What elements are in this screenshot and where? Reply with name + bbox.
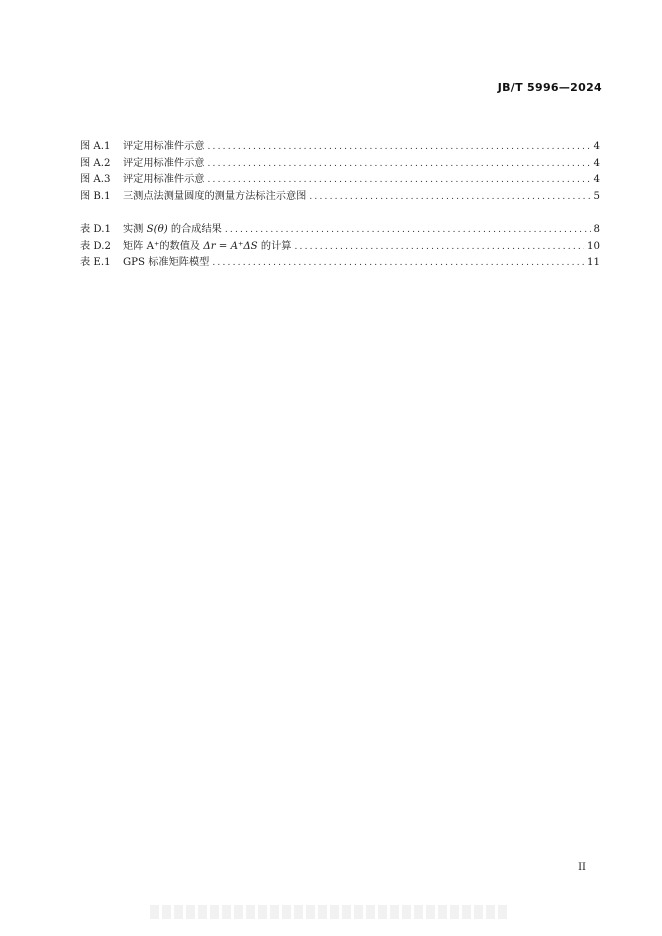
entry-page: 4 <box>593 174 600 185</box>
entry-title <box>123 253 209 268</box>
dot-leader <box>212 258 584 268</box>
dot-leader <box>225 225 591 235</box>
entry-page: 10 <box>587 240 600 252</box>
math-expression: Δr = A⁺ΔS <box>203 240 258 252</box>
dot-leader <box>294 242 584 252</box>
toc-entry[interactable] <box>80 187 600 204</box>
entry-title: 评定用标准件示意 <box>123 157 205 169</box>
toc-entry[interactable] <box>80 220 600 237</box>
document-code: JB/T 5996—2024 <box>497 81 602 94</box>
entry-title: 评定用标准件示意 <box>123 174 205 185</box>
title-suffix: 的计算 <box>257 240 292 252</box>
page-number: II <box>578 862 586 873</box>
entry-number: 表 D.2 <box>80 240 111 252</box>
table-list <box>80 220 600 270</box>
math-expression: S(θ) <box>146 224 168 235</box>
dot-leader <box>208 175 591 185</box>
entry-number: 表 E.1 <box>80 257 111 268</box>
entry-number: 图 A.2 <box>80 157 111 169</box>
entry-title: 评定用标准件示意 <box>123 141 205 152</box>
toc-entry[interactable] <box>80 237 600 254</box>
entry-title <box>123 220 222 235</box>
entry-page: 11 <box>587 257 600 268</box>
dot-leader <box>309 192 590 202</box>
toc-entry[interactable] <box>80 154 600 171</box>
title-prefix: 实测 <box>123 224 147 235</box>
entry-number: 图 B.1 <box>80 190 111 202</box>
toc-entry[interactable] <box>80 253 600 270</box>
watermark <box>150 905 510 919</box>
title-prefix: 矩阵 A⁺的数值及 <box>123 240 204 252</box>
entry-number: 图 A.1 <box>80 141 111 152</box>
entry-page: 8 <box>593 224 600 235</box>
toc-entry[interactable] <box>80 170 600 187</box>
entry-page: 5 <box>593 190 600 202</box>
dot-leader <box>208 159 591 169</box>
entry-title <box>123 237 291 252</box>
title-prefix: GPS 标准矩阵模型 <box>123 257 210 268</box>
entry-number: 图 A.3 <box>80 174 111 185</box>
entry-page: 4 <box>593 157 600 169</box>
title-suffix: 的合成结果 <box>167 224 222 235</box>
toc-entry[interactable] <box>80 137 600 154</box>
dot-leader <box>208 142 591 152</box>
entry-number: 表 D.1 <box>80 224 111 235</box>
figure-list <box>80 137 600 203</box>
entry-page: 4 <box>593 141 600 152</box>
entry-title: 三测点法测量圆度的测量方法标注示意图 <box>123 190 307 202</box>
